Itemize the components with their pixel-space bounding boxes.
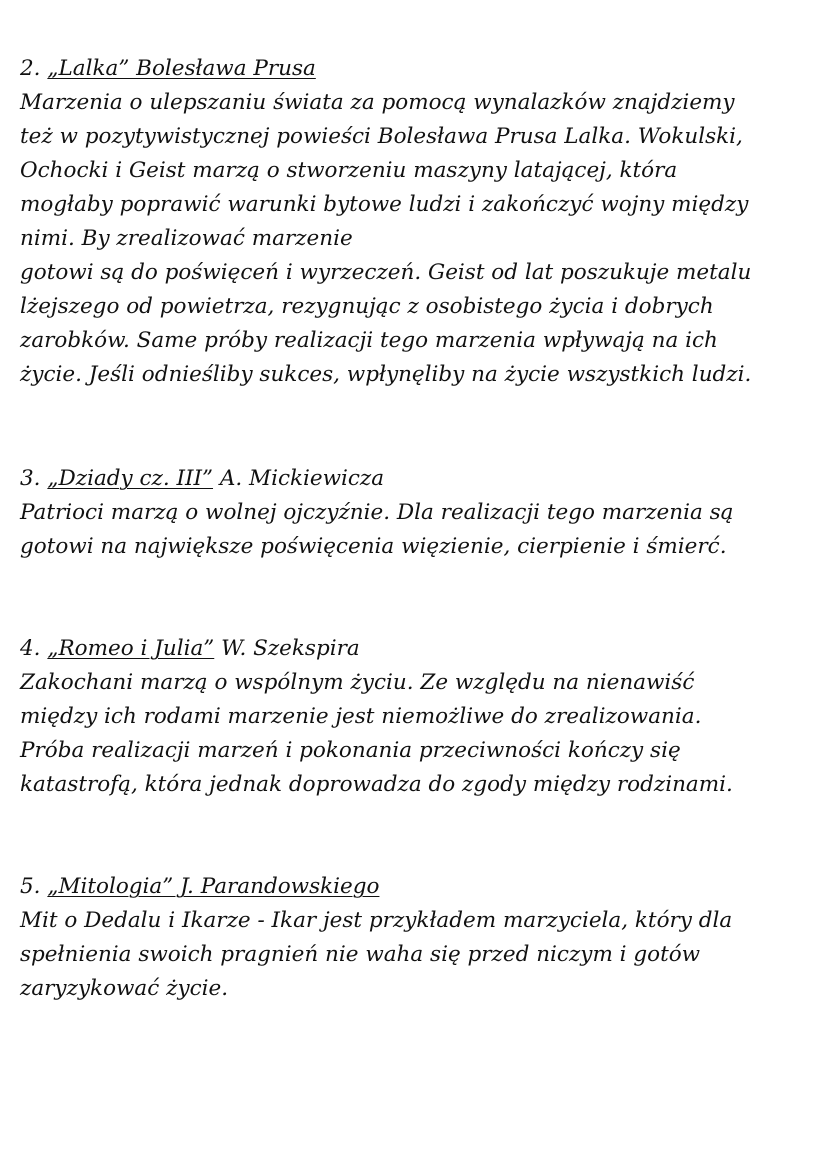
section-mitologia [20,870,820,1006]
paragraph-line: Zakochani marzą o wspólnym życiu. Ze względu na nienawiść [20,670,695,695]
paragraph-line: Mit o Dedalu i Ikarze - Ikar jest przykładem marzyciela, który dla [20,908,733,933]
paragraph-line: gotowi są do poświęceń i wyrzeczeń. Geist od lat poszukuje metalu [20,260,752,285]
section-romeo-julia [20,632,820,802]
section-heading [20,462,820,496]
section-title: „Romeo i Julia” [47,636,215,661]
section-author: W. Szekspira [221,636,360,661]
paragraph-line: Marzenia o ulepszaniu świata za pomocą wynalazków znajdziemy [20,90,735,115]
section-number: 4. [20,636,41,661]
paragraph-line: mogłaby poprawić warunki bytowe ludzi i zakończyć wojny między [20,192,749,217]
section-number: 3. [20,466,41,491]
paragraph-line: Ochocki i Geist marzą o stworzeniu maszyny latającej, która [20,158,678,183]
paragraph-line: spełnienia swoich pragnień nie waha się przed niczym i gotów [20,942,701,967]
section-heading [20,870,820,904]
paragraph-line: Patrioci marzą o wolnej ojczyźnie. Dla realizacji tego marzenia są [20,500,734,525]
paragraph-line: między ich rodami marzenie jest niemożliwe do zrealizowania. [20,704,702,729]
section-author: A. Mickiewicza [219,466,385,491]
section-title: „Lalka” Bolesława Prusa [47,56,316,81]
section-dziady [20,462,820,564]
paragraph-line: lżejszego od powietrza, rezygnując z osobistego życia i dobrych [20,294,714,319]
section-number: 5. [20,874,41,899]
section-title: „Dziady cz. III” [47,466,214,491]
section-heading [20,52,820,86]
section-lalka [20,52,820,392]
paragraph-line: gotowi na największe poświęcenia więzienie, cierpienie i śmierć. [20,534,727,559]
paragraph-line: Próba realizacji marzeń i pokonania przeciwności kończy się [20,738,681,763]
paragraph-line: katastrofą, która jednak doprowadza do zgody między rodzinami. [20,772,733,797]
paragraph-line: zaryzykować życie. [20,976,229,1001]
section-title: „Mitologia” J. Parandowskiego [47,874,380,899]
paragraph-line: życie. Jeśli odnieśliby sukces, wpłynęliby na życie wszystkich ludzi. [20,362,752,387]
paragraph-line: zarobków. Same próby realizacji tego marzenia wpływają na ich [20,328,718,353]
section-number: 2. [20,56,41,81]
paragraph-line: też w pozytywistycznej powieści Bolesława Prusa Lalka. Wokulski, [20,124,743,149]
paragraph-line: nimi. By zrealizować marzenie [20,226,353,251]
section-heading [20,632,820,666]
